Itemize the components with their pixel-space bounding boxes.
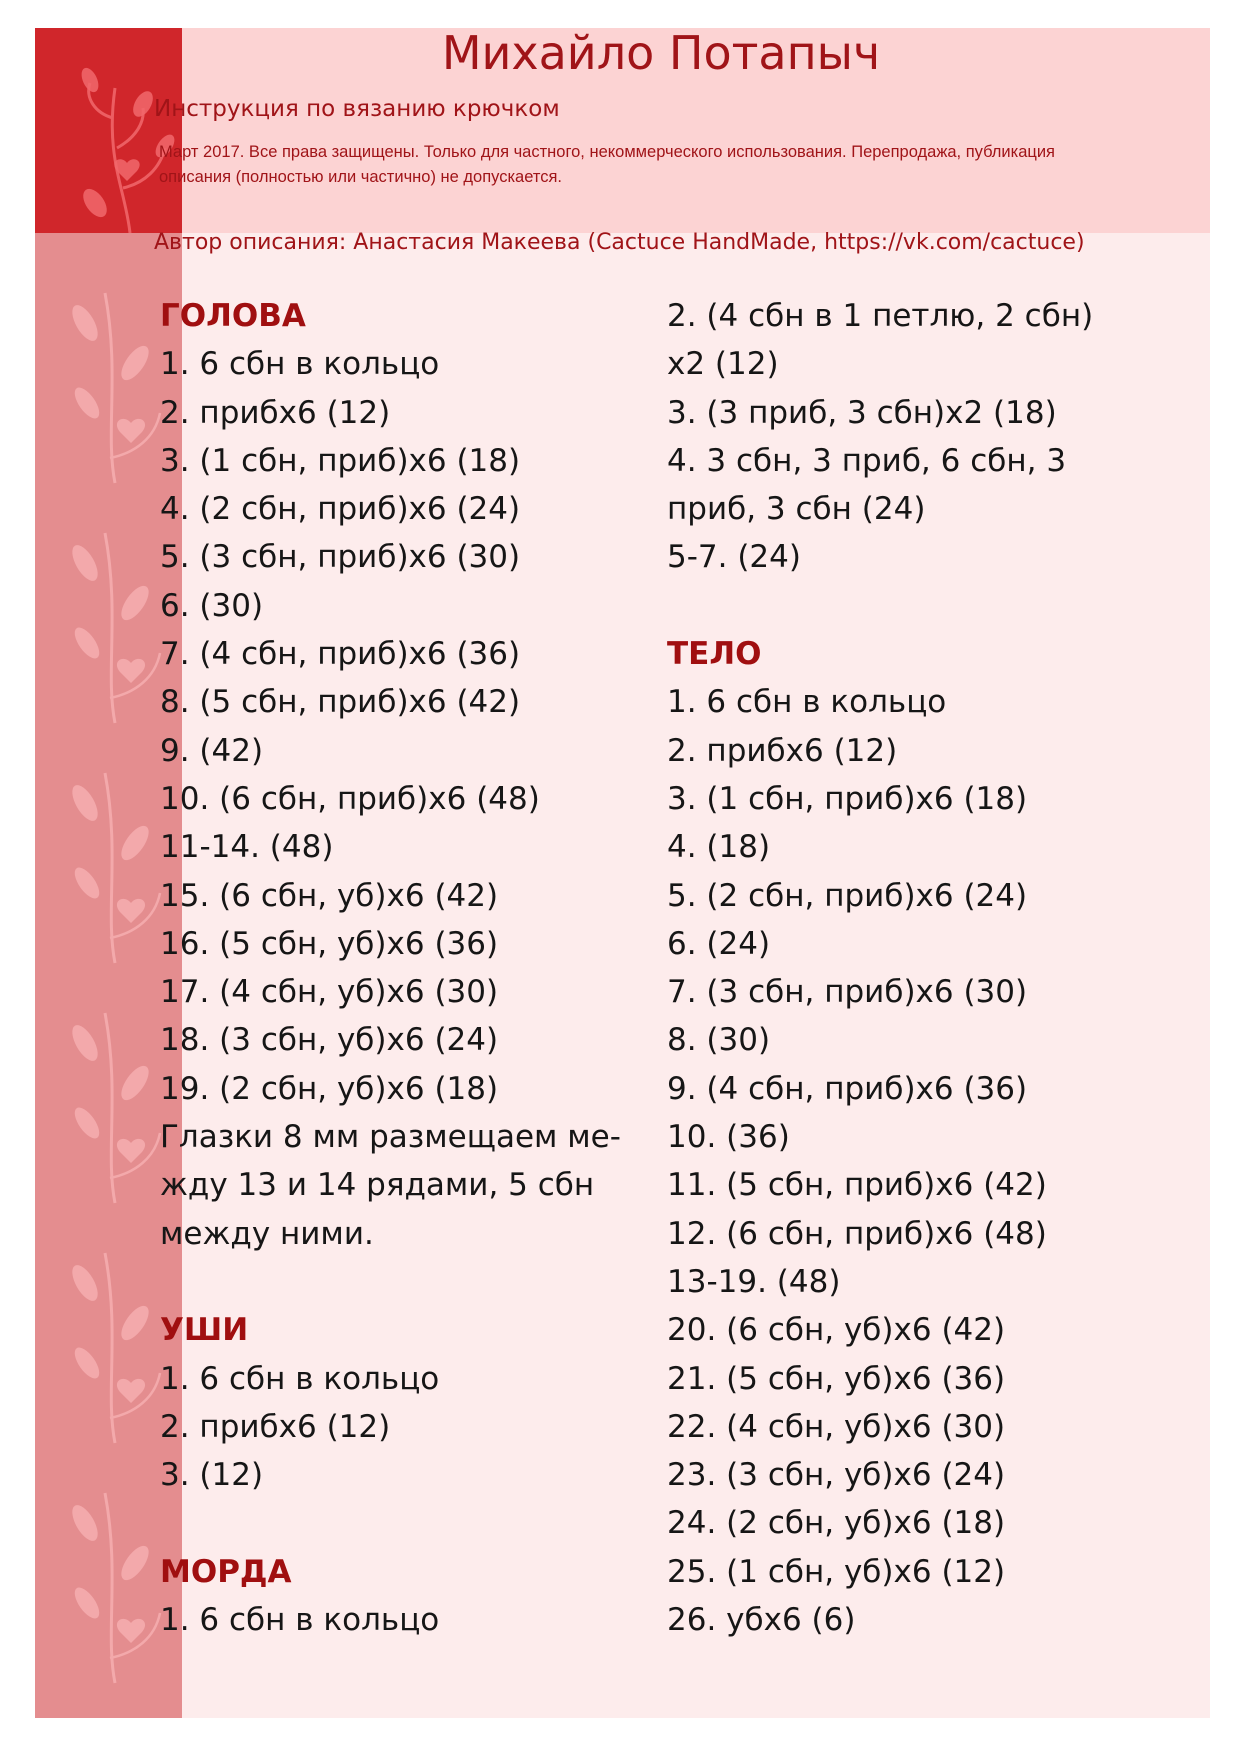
pattern-row: 21. (5 сбн, уб)х6 (36) — [667, 1360, 1006, 1397]
pattern-column-left — [160, 292, 680, 1644]
pattern-row: жду 13 и 14 рядами, 5 сбн — [160, 1167, 595, 1204]
pattern-row: 11-14. (48) — [160, 829, 334, 866]
pattern-row: 3. (12) — [160, 1457, 264, 1494]
pattern-row: 1. 6 сбн в кольцо — [160, 346, 440, 383]
pattern-row: 4. (2 сбн, приб)х6 (24) — [160, 491, 521, 528]
pattern-row: 2. прибх6 (12) — [160, 394, 391, 431]
pattern-row: 8. (30) — [667, 1022, 771, 1059]
pattern-row: 12. (6 сбн, приб)х6 (48) — [667, 1215, 1047, 1252]
pattern-row: 26. убх6 (6) — [667, 1602, 856, 1639]
pattern-row: 5. (3 сбн, приб)х6 (30) — [160, 539, 521, 576]
pattern-row: 1. 6 сбн в кольцо — [667, 684, 947, 721]
pattern-row: 4. 3 сбн, 3 приб, 6 сбн, 3 — [667, 442, 1067, 479]
spacer — [667, 582, 1172, 630]
pattern-row: 20. (6 сбн, уб)х6 (42) — [667, 1312, 1006, 1349]
pattern-row: 8. (5 сбн, приб)х6 (42) — [160, 684, 521, 721]
author-credit: Автор описания: Анастасия Макеева (Cactuce HandMade, https://vk.com/cactuce) — [154, 230, 1085, 255]
pattern-row: 24. (2 сбн, уб)х6 (18) — [667, 1505, 1006, 1542]
pattern-row: 15. (6 сбн, уб)х6 (42) — [160, 877, 499, 914]
pattern-row: 5-7. (24) — [667, 539, 801, 576]
pattern-row: между ними. — [160, 1215, 374, 1252]
pattern-row: 19. (2 сбн, уб)х6 (18) — [160, 1070, 499, 1107]
pattern-row: приб, 3 сбн (24) — [667, 491, 926, 528]
pattern-row: 7. (3 сбн, приб)х6 (30) — [667, 974, 1028, 1011]
pattern-row: 18. (3 сбн, уб)х6 (24) — [160, 1022, 499, 1059]
section-heading: УШИ — [160, 1312, 249, 1349]
pattern-row: 6. (24) — [667, 925, 771, 962]
pattern-row: 5. (2 сбн, приб)х6 (24) — [667, 877, 1028, 914]
pattern-row: 25. (1 сбн, уб)х6 (12) — [667, 1553, 1006, 1590]
pattern-row: 2. прибх6 (12) — [160, 1408, 391, 1445]
pattern-row: 1. 6 сбн в кольцо — [160, 1360, 440, 1397]
pattern-row: 3. (1 сбн, приб)х6 (18) — [160, 442, 521, 479]
pattern-row: х2 (12) — [667, 346, 779, 383]
pattern-row: 3. (1 сбн, приб)х6 (18) — [667, 780, 1028, 817]
spacer — [160, 1499, 680, 1547]
pattern-row: 13-19. (48) — [667, 1263, 841, 1300]
pattern-row: 22. (4 сбн, уб)х6 (30) — [667, 1408, 1006, 1445]
pattern-row: 1. 6 сбн в кольцо — [160, 1602, 440, 1639]
section-heading: ТЕЛО — [667, 636, 762, 673]
spacer — [160, 1258, 680, 1306]
page-subtitle: Инструкция по вязанию крючком — [154, 96, 560, 122]
pattern-row: 17. (4 сбн, уб)х6 (30) — [160, 974, 499, 1011]
pattern-row: 9. (42) — [160, 732, 264, 769]
pattern-row: 9. (4 сбн, приб)х6 (36) — [667, 1070, 1028, 1107]
pattern-row: 16. (5 сбн, уб)х6 (36) — [160, 925, 499, 962]
pattern-row: 10. (6 сбн, приб)х6 (48) — [160, 780, 540, 817]
copyright-notice: Март 2017. Все права защищены. Только для частного, некоммерческого использования. Перепродажа, публикация описания (полностью или частично) не допускается. — [159, 143, 1055, 186]
pattern-row: 11. (5 сбн, приб)х6 (42) — [667, 1167, 1047, 1204]
pattern-row: 2. (4 сбн в 1 петлю, 2 сбн) — [667, 298, 1094, 334]
pattern-row: 7. (4 сбн, приб)х6 (36) — [160, 636, 521, 673]
section-heading: ГОЛОВА — [160, 298, 306, 334]
pattern-row: 3. (3 приб, 3 сбн)х2 (18) — [667, 394, 1057, 431]
section-heading: МОРДА — [160, 1553, 292, 1590]
pattern-row: 10. (36) — [667, 1119, 790, 1156]
pattern-row: 4. (18) — [667, 829, 771, 866]
pattern-row: Глазки 8 мм размещаем ме- — [160, 1119, 621, 1156]
page-title: Михайло Потапыч — [441, 26, 881, 80]
pattern-row: 23. (3 сбн, уб)х6 (24) — [667, 1457, 1006, 1494]
pattern-row: 6. (30) — [160, 587, 264, 624]
pattern-row: 2. прибх6 (12) — [667, 732, 898, 769]
pattern-column-right — [667, 292, 1172, 1644]
